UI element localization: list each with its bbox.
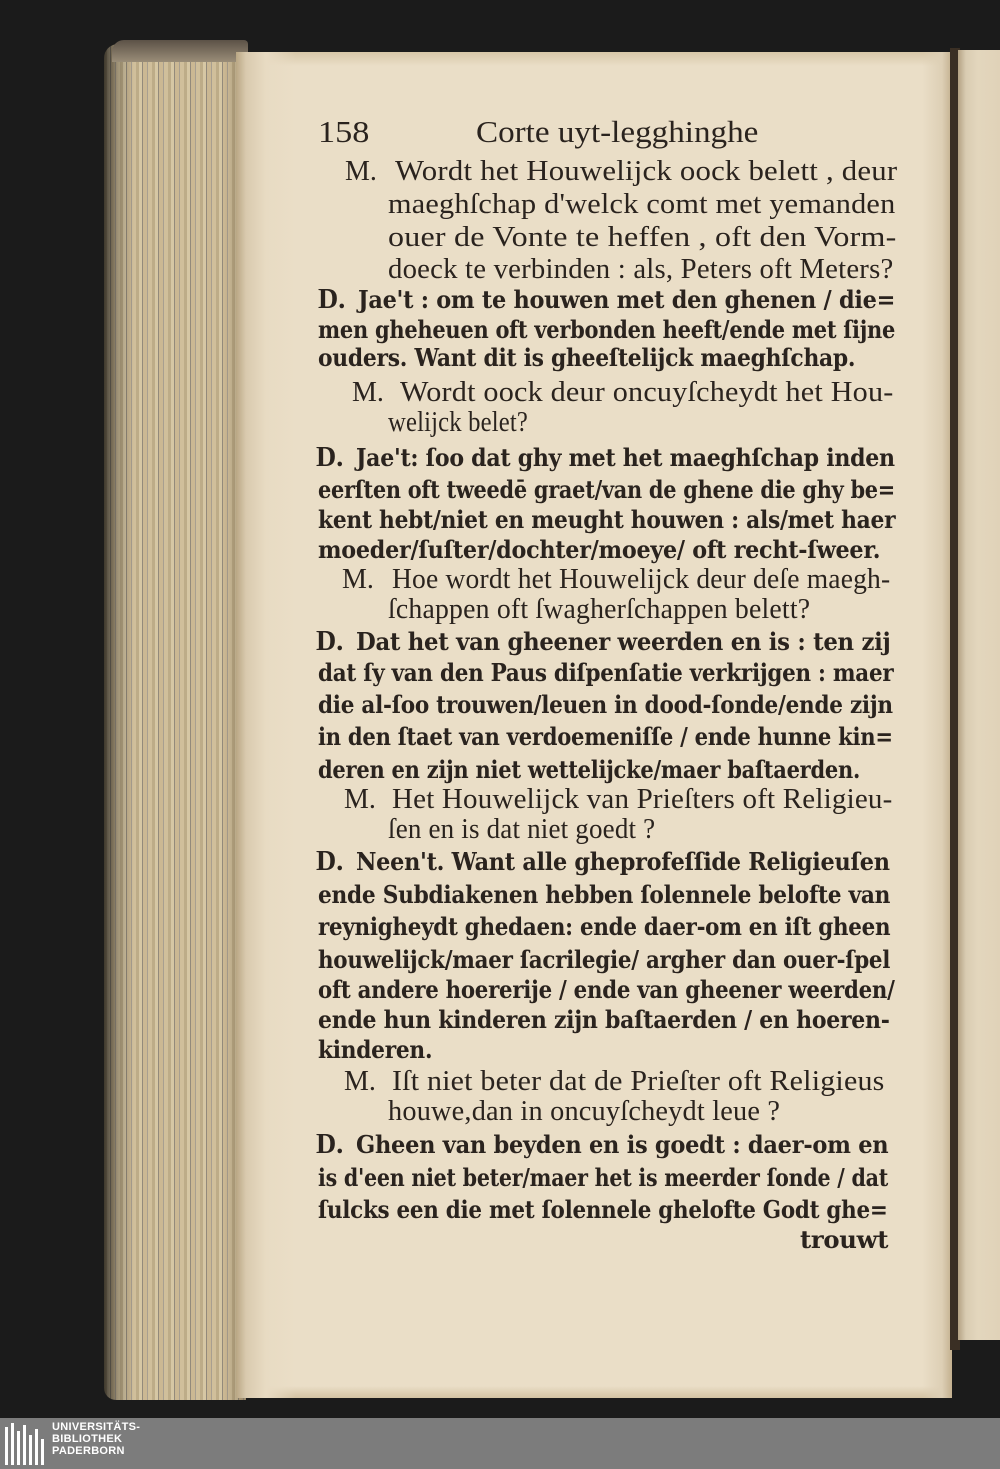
text-line: Jae't: ſoo dat ghy met het maeghſchap inden [356, 443, 895, 472]
text-line: in den ſtaet van verdoemeniſſe / ende hunne kin= [318, 722, 893, 751]
text-line: kent hebt/niet en meught houwen : als/met haer [318, 505, 896, 534]
speaker-label: M. [344, 1066, 376, 1097]
speaker-label: D. [316, 626, 344, 657]
library-name-line: BIBLIOTHEK [52, 1433, 123, 1445]
text-line: Wordt het Houwelijck oock belett , deur [395, 156, 898, 187]
text-line: Gheen van beyden en is goedt : daer-om en [356, 1130, 889, 1159]
speaker-label: D. [316, 442, 344, 473]
library-columns-icon [4, 1421, 46, 1466]
library-footer-bar [0, 1418, 1000, 1469]
text-line: ende Subdiakenen hebben ſolennele belofte van [318, 880, 891, 909]
library-name-line: PADERBORN [52, 1445, 125, 1457]
library-name [52, 1421, 140, 1457]
text-line: reynigheydt ghedaen: ende daer-om en iſt gheen [318, 912, 891, 941]
text-line: doeck te verbinden : als, Peters oft Meters? [388, 254, 894, 285]
text-line: houwe,dan in oncuyſcheydt leue ? [388, 1096, 781, 1127]
text-line: Het Houwelijck van Prieſters oft Religieu- [392, 784, 893, 815]
library-name-line: UNIVERSITÄTS- [52, 1421, 141, 1433]
text-line: ſen en is dat niet goedt ? [388, 814, 656, 845]
text-line: maeghſchap d'welck comt met yemanden [388, 189, 896, 220]
page-number: 158 [318, 114, 370, 149]
text-line: Hoe wordt het Houwelijck deur deſe maegh- [392, 564, 891, 595]
text-line: welijck belet? [388, 407, 529, 438]
text-line: Jae't : om te houwen met den ghenen / die= [358, 285, 896, 314]
text-line: ſchappen oft ſwagherſchappen belett? [388, 594, 811, 625]
speaker-label: M. [342, 564, 374, 595]
text-line: Iſt niet beter dat de Prieſter oft Religieus [392, 1066, 885, 1097]
text-line: Neen't. Want alle gheprofeſſide Religieuſen [356, 847, 890, 876]
text-line: moeder/ſuſter/dochter/moeye/ oft recht-ſweer. [318, 535, 881, 564]
text-line: is d'een niet beter/maer het is meerder ſonde / dat [318, 1163, 888, 1192]
text-line: ſulcks een die met ſolennele ghelofte Godt ghe= [318, 1195, 888, 1224]
text-line: Dat het van gheener weerden en is : ten zij [356, 627, 891, 656]
speaker-label: D. [318, 284, 346, 315]
text-line: eerſten oft tweedē graet/van de ghene die ghy be= [318, 475, 896, 504]
text-line: ouer de Vonte te heffen , oft den Vorm- [388, 222, 897, 253]
text-line: ouders. Want dit is gheeſtelijck maeghſchap. [318, 343, 856, 372]
speaker-label: M. [345, 156, 377, 187]
speaker-label: D. [316, 846, 344, 877]
text-line: die al-ſoo trouwen/leuen in dood-ſonde/ende zijn [318, 690, 893, 719]
speaker-label: M. [352, 377, 384, 408]
running-title: Corte uyt-legghinghe [476, 114, 759, 149]
text-line: ende hun kinderen zijn baſtaerden / en hoeren- [318, 1005, 890, 1034]
speaker-label: M. [344, 784, 376, 815]
text-line: houwelijck/maer ſacrilegie/ argher dan ouer-ſpel [318, 945, 891, 974]
text-line: men gheheuen oft verbonden heeft/ende met ſijne [318, 315, 896, 344]
speaker-label: D. [316, 1129, 344, 1160]
text-line: dat ſy van den Paus diſpenſatie verkrijgen : maer [318, 658, 894, 687]
text-line: deren en zijn niet wettelijcke/maer baſtaerden. [318, 755, 861, 784]
catchword: trouwt [800, 1225, 889, 1254]
text-line: Wordt oock deur oncuyſcheydt het Hou- [400, 377, 894, 408]
text-line: kinderen. [318, 1035, 433, 1064]
text-line: oft andere hoererije / ende van gheener weerden/ [318, 975, 895, 1004]
